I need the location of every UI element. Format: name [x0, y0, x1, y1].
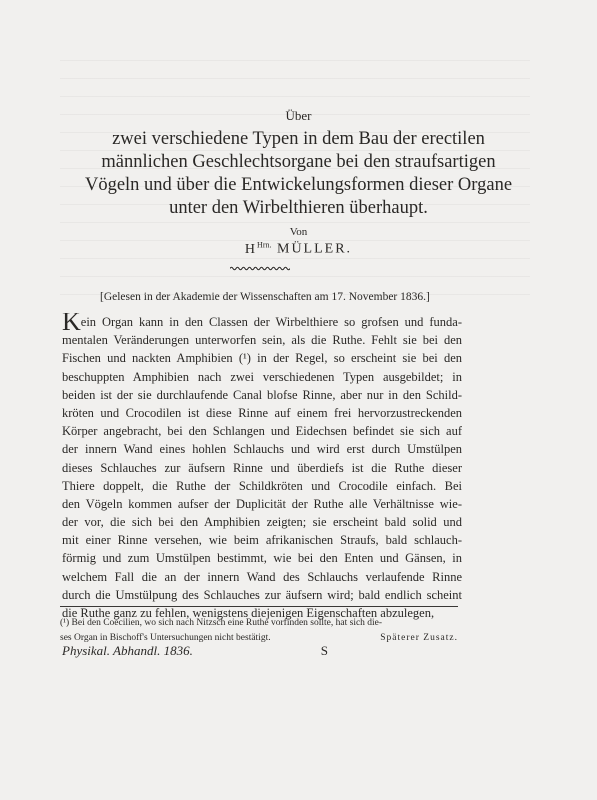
body-line: kröten und Crocodilen ist diese Rinne auf einem frei hervorzustreckenden — [62, 405, 462, 420]
footnote-line: ses Organ in Bischoff's Untersuchungen nicht bestätigt. Späterer Zusatz. — [60, 631, 458, 646]
reading-note: [Gelesen in der Akademie der Wissenschaften am 17. November 1836.] — [100, 291, 430, 303]
body-line: Körper angebracht, bei den Schlangen und Eidechsen befindet sie sich auf — [62, 424, 462, 439]
title-line: zwei verschiedene Typen in dem Bau der erectilen — [112, 129, 485, 149]
ornament-rule — [230, 266, 290, 271]
title-line: männlichen Geschlechtsorgane bei den straufsartigen — [101, 152, 496, 172]
body-line: mentalen Veränderungen unterworfen sein, als die Ruthe. Fehlt sie bei den — [62, 333, 462, 348]
author-name: MÜLLER. — [277, 241, 353, 257]
author — [0, 240, 597, 258]
body-line: den Vögeln kommen aufser der Duplicität der Ruthe alle Verhältnisse wie- — [62, 496, 462, 511]
title-line: Vögeln und über die Entwickelungsformen dieser Organe — [84, 175, 513, 195]
author-prefix: $H^{Hrn.}$ — [244, 240, 272, 257]
body-line: förmig und zum Umstülpen bestimmt, wie bei den Enten und Gänsen, in — [62, 551, 462, 566]
title-line: unter den Wirbelthieren überhaupt. — [169, 198, 428, 218]
title-over: Über — [285, 108, 312, 123]
body-line: Fischen und nackten Amphibien (¹) in der Regel, so erscheint sie bei den — [62, 351, 462, 366]
body-line: Thiere doppelt, die Ruthe der Schildkröten und Crocodile einfach. Bei — [62, 478, 462, 493]
body-line: welchem Fall die an der innern Wand des Schlauchs verlaufende Rinne — [62, 569, 462, 584]
paper-title — [40, 128, 557, 220]
body-line: Kein Organ kann in den Classen der Wirbelthiere so grofsen und funda- — [62, 313, 462, 331]
body-line: die Ruthe ganz zu fehlen, wenigstens diejenigen Eigenschaften abzulegen, — [62, 606, 435, 620]
body-line: beschuppten Amphibien nach zwei verschiedenen Typen ausgebildet; in — [62, 369, 462, 384]
footnote-addendum: Späterer Zusatz. — [380, 633, 458, 643]
body-line: der vor, die sich bei den Amphibien zeigten; sie erscheint bald solid und — [62, 515, 462, 530]
drop-cap: K — [62, 313, 81, 332]
von-label: Von — [289, 226, 308, 238]
page-footer — [62, 643, 328, 659]
body-line: mit einer Rinne versehen, wie beim afrikanischen Straufs, bald schlauch- — [62, 533, 462, 548]
body-line: der innern Wand eines hohlen Schlauchs und wird erst durch Umstülpen — [62, 442, 462, 457]
body-line: beiden ist der sie durchlaufende Canal blofse Rinne, aber nur in den Schild- — [62, 387, 462, 402]
footnote — [60, 616, 458, 646]
body-text — [62, 313, 462, 622]
footnote-divider — [60, 606, 458, 607]
footnote-line: (¹) Bei den Coecilien, wo sich nach Nitzsch eine Ruthe vorfinden sollte, hat sich die- — [60, 618, 383, 628]
body-line: dieses Schlauches zur äufsern Rinne und überdiefs ist die Ruthe dieser — [62, 460, 462, 475]
body-line: durch die Umstülpung des Schlauches zur äufsern wird; bald endlich scheint — [62, 587, 462, 602]
signature-mark: S — [320, 643, 328, 658]
journal-reference: Physikal. Abhandl. 1836. — [62, 643, 193, 658]
